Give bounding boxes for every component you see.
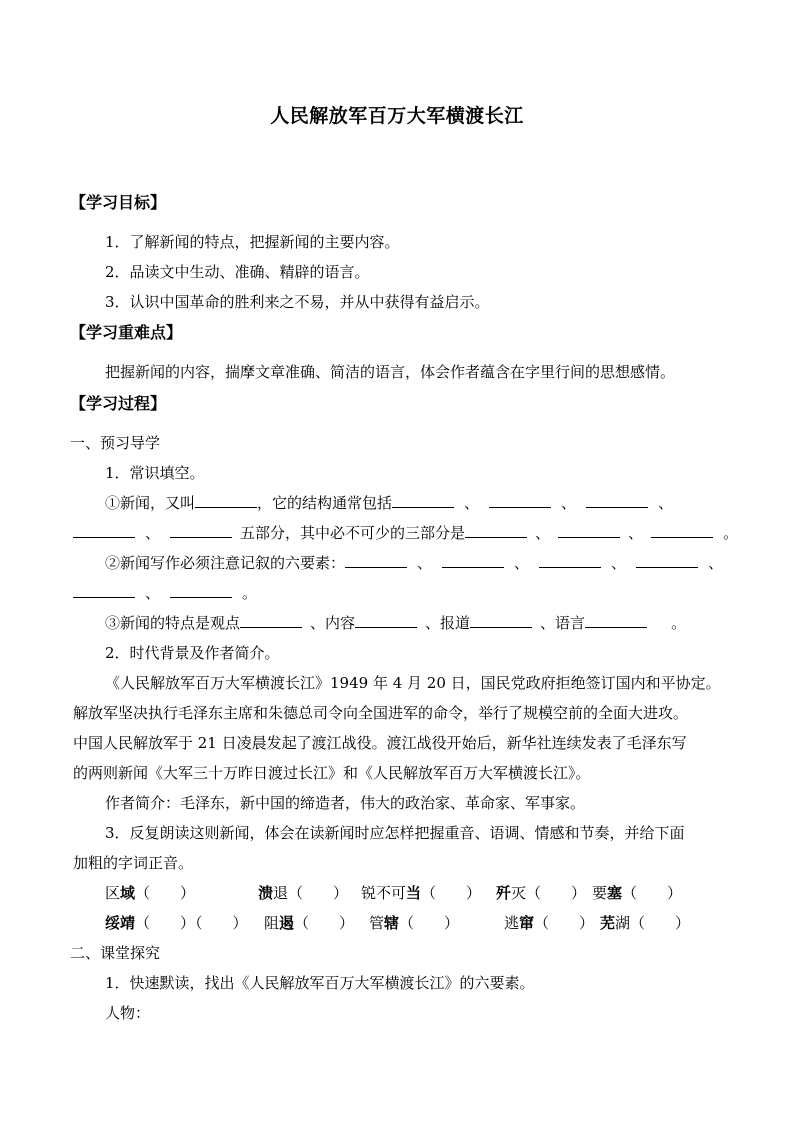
pinyin-word-wuhu: 芜湖（ ）: [600, 914, 691, 932]
q1-a3-text-1: ③新闻的特点是观点: [105, 614, 241, 632]
end-mark: 。: [242, 584, 258, 602]
separator: 、: [464, 494, 480, 512]
goal-item-1: 1．了解新闻的特点，把握新闻的主要内容。: [105, 233, 400, 251]
part1-q2: 2．时代背景及作者简介。: [105, 644, 280, 662]
pinyin-word-quyu: 区域（ ）: [105, 884, 196, 902]
pinyin-word-suijing: 绥靖（ ）（ ）: [105, 914, 248, 932]
goals-heading: 【学习目标】: [70, 193, 167, 212]
pinyin-word-taocuan: 逃窜（ ）: [504, 914, 595, 932]
fill-blank[interactable]: [465, 523, 527, 538]
fill-blank[interactable]: [345, 553, 407, 568]
goal-item-3: 3．认识中国革命的胜利来之不易，并从中获得有益启示。: [105, 293, 490, 311]
part2-q1: 1．快速默读，找出《人民解放军百万大军横渡长江》的六要素。: [105, 974, 535, 992]
q1-answer3-line: [105, 613, 686, 633]
fill-blank[interactable]: [636, 553, 698, 568]
background-line-3: 中国人民解放军于 21 日凌晨发起了渡江战役。渡江战役开始后，新华社连续发表了毛泽东写: [73, 734, 687, 752]
goal-item-2: 2．品读文中生动、准确、精辟的语言。: [105, 263, 370, 281]
q1-answer1-line2: [73, 523, 738, 543]
separator: 、: [611, 554, 627, 572]
fill-blank[interactable]: [585, 613, 647, 628]
author-intro: 作者简介：毛泽东，新中国的缔造者，伟大的政治家、革命家、军事家。: [105, 794, 586, 812]
q1-a1-text-2: ，它的结构通常包括: [257, 494, 393, 512]
fill-blank[interactable]: [73, 523, 135, 538]
separator: 、: [708, 554, 724, 572]
part2-heading: 二、课堂探究: [70, 944, 161, 962]
part1-q1: 1．常识填空。: [105, 464, 205, 482]
separator: 、: [145, 524, 161, 542]
background-line-1: 《人民解放军百万大军横渡长江》1949 年 4 月 20 日，国民党政府拒绝签订国内和平协定。: [105, 674, 721, 692]
separator: 、: [561, 494, 577, 512]
fill-blank[interactable]: [470, 613, 532, 628]
pinyin-word-kuitui: 溃退（ ）: [258, 884, 349, 902]
fill-blank[interactable]: [170, 583, 232, 598]
q1-answer2-line2: [73, 583, 257, 603]
q1-a1-text-1: ①新闻，又叫: [105, 494, 196, 512]
q1-a3-text-3: 、报道: [425, 614, 471, 632]
process-heading: 【学习过程】: [70, 394, 167, 413]
fill-blank[interactable]: [392, 493, 454, 508]
part1-heading: 一、预习导学: [70, 434, 161, 452]
pinyin-word-ruibukedang: 锐不可当（ ）: [361, 884, 482, 902]
pinyin-word-zue: 阻遏（ ）: [264, 914, 355, 932]
fill-blank[interactable]: [195, 493, 257, 508]
pinyin-word-yaosai: 要塞（ ）: [592, 884, 683, 902]
end-mark: 。: [723, 524, 739, 542]
fill-blank[interactable]: [539, 553, 601, 568]
q1-a2-text: ②新闻写作必须注意记叙的六要素：: [105, 554, 346, 572]
q1-answer1-line1: [105, 493, 673, 513]
document-title: 人民解放军百万大军横渡长江: [270, 105, 524, 127]
separator: 、: [145, 584, 161, 602]
fill-blank[interactable]: [558, 523, 620, 538]
fill-blank[interactable]: [651, 523, 713, 538]
fill-blank[interactable]: [73, 583, 135, 598]
end-mark: 。: [671, 614, 687, 632]
key-points-heading: 【学习重难点】: [70, 323, 183, 342]
fill-blank[interactable]: [240, 613, 302, 628]
fill-blank[interactable]: [586, 493, 648, 508]
background-line-2: 解放军坚决执行毛泽东主席和朱德总司令向全国进军的命令，举行了规模空前的全面大进攻。: [73, 704, 689, 722]
part1-q3-line1: 3．反复朗读这则新闻，体会在读新闻时应怎样把握重音、语调、情感和节奏，并给下面: [105, 824, 685, 842]
fill-blank[interactable]: [442, 553, 504, 568]
separator: 、: [535, 524, 551, 542]
pinyin-word-jianmie: 歼灭（ ）: [496, 884, 587, 902]
separator: 、: [658, 494, 674, 512]
background-line-4: 的两则新闻《大军三十万昨日渡过长江》和《人民解放军百万大军横渡长江》。: [73, 764, 591, 782]
q1-a3-text-2: 、内容: [310, 614, 356, 632]
q1-answer2-line1: [105, 553, 723, 573]
part1-q3-line2: 加粗的字词正音。: [73, 854, 194, 872]
part2-person-label: 人物：: [105, 1004, 151, 1022]
key-points-text: 把握新闻的内容，揣摩文章准确、简洁的语言，体会作者蕴含在字里行间的思想感情。: [105, 363, 676, 381]
fill-blank[interactable]: [489, 493, 551, 508]
pinyin-word-guanxia: 管辖（ ）: [369, 914, 460, 932]
fill-blank[interactable]: [355, 613, 417, 628]
separator: 、: [417, 554, 433, 572]
fill-blank[interactable]: [170, 523, 232, 538]
separator: 、: [514, 554, 530, 572]
separator: 、: [628, 524, 644, 542]
q1-a1-text-3: 五部分，其中必不可少的三部分是: [240, 524, 466, 542]
q1-a3-text-4: 、语言: [540, 614, 586, 632]
